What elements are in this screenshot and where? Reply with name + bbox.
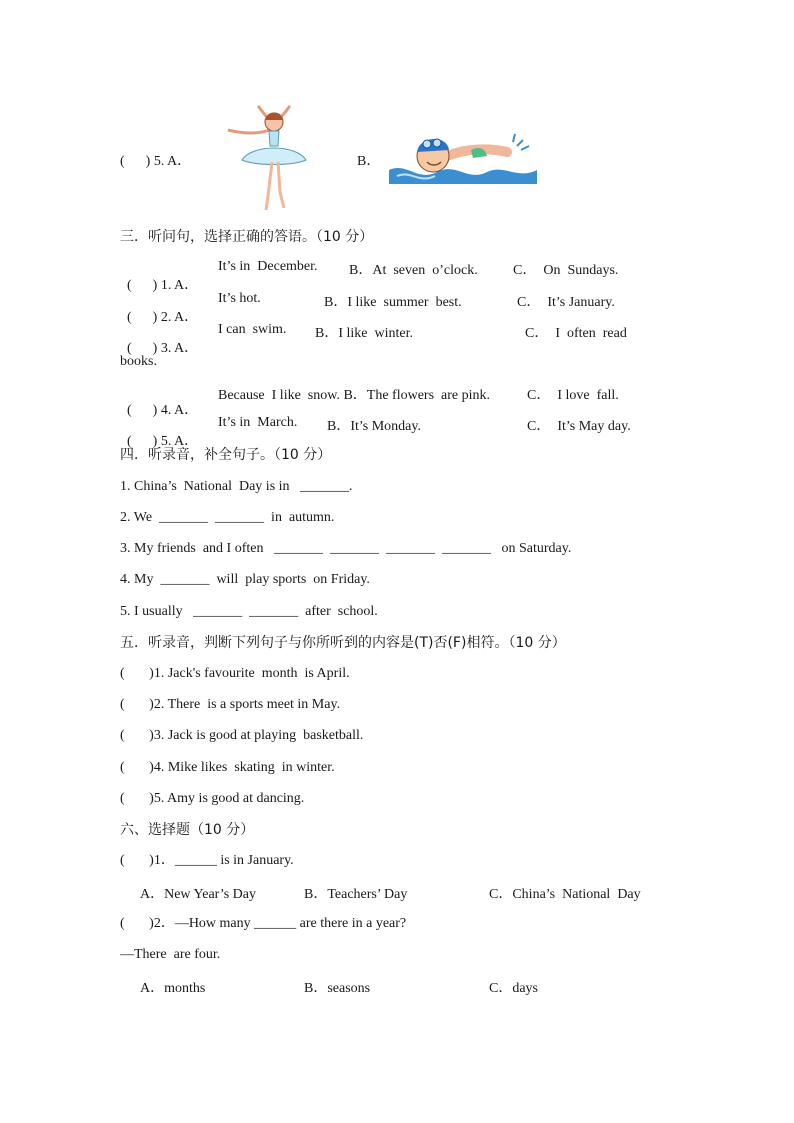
s5-item-3: ( )3. Jack is good at playing basketball. [120,728,364,743]
s3-item-5-c: C． It’s May day. [527,419,631,434]
s5-item-2: ( )2. There is a sports meet in May. [120,697,341,712]
s3-item-2-num: ( ) 2. A． [127,310,199,325]
s5-item-4: ( )4. Mike likes skating in winter. [120,760,335,775]
s3-item-5-b: B．It’s Monday. [327,419,421,434]
s6-q1-option-c: C．China’s National Day [489,887,641,902]
s3-item-2-a: It’s hot. [218,291,261,306]
swimmer-image [387,126,545,188]
s3-item-3-c: C． I often read [525,326,627,341]
s3-item-1-a: It’s in December. [218,259,318,274]
s3-item-4-num: ( ) 4. A． [127,403,199,418]
s6-q2-option-c: C．days [489,981,538,996]
s3-item-3-a: I can swim. [218,322,287,337]
ballerina-image [222,104,322,214]
s3-item-4-c: C． I love fall. [527,388,619,403]
s3-item-1-num: ( ) 1. A． [127,278,199,293]
s6-q2-option-a: A．months [140,981,206,996]
s5-item-5: ( )5. Amy is good at dancing. [120,791,305,806]
section5-heading: 五．听录音，判断下列句子与你所听到的内容是(T)否(F)相符。（10 分） [120,635,566,651]
s4-item-3: 3. My friends and I often _______ _______ _______ _______ on Saturday. [120,541,572,556]
s3-item-2-b: B．I like summer best. [324,295,462,310]
s6-q2-option-b: B．seasons [304,981,371,996]
s3-item-1 [120,259,198,295]
q5-top-b-label: B． [357,154,381,169]
s4-item-5: 5. I usually _______ _______ after school. [120,604,378,619]
s6-q2-answer: —There are four. [120,947,221,962]
s6-q2-stem: ( )2．—How many ______ are there in a year? [120,916,407,931]
s3-wrap: books. [120,354,157,369]
s3-item-4-a: Because I like snow. B．The flowers are pink. [218,388,491,403]
s4-item-4: 4. My _______ will play sports on Friday. [120,572,370,587]
s3-item-3-num: ( ) 3. A． [127,341,199,356]
s3-item-3-b: B．I like winter. [315,326,413,341]
section4-heading: 四．听录音，补全句子。（10 分） [120,447,332,463]
s6-q1-option-a: A．New Year’s Day [140,887,257,902]
s6-q1-stem: ( )1．______ is in January. [120,853,294,868]
section6-heading: 六、选择题（10 分） [120,822,255,838]
s3-item-2-c: C． It’s January. [517,295,615,310]
s4-item-1: 1. China’s National Day is in _______. [120,479,353,494]
s3-item-5-num: ( ) 5. A． [127,434,199,449]
q5-top-prefix: ( ) 5. A． [120,154,192,169]
s3-item-1-b: B．At seven o’clock. [349,263,478,278]
section3-heading: 三．听问句，选择正确的答语。（10 分） [120,229,374,245]
s3-item-5-a: It’s in March. [218,415,298,430]
s5-item-1: ( )1. Jack's favourite month is April. [120,666,350,681]
s6-q1-option-b: B．Teachers’ Day [304,887,408,902]
s3-item-1-c: C． On Sundays. [513,263,619,278]
s4-item-2: 2. We _______ _______ in autumn. [120,510,335,525]
